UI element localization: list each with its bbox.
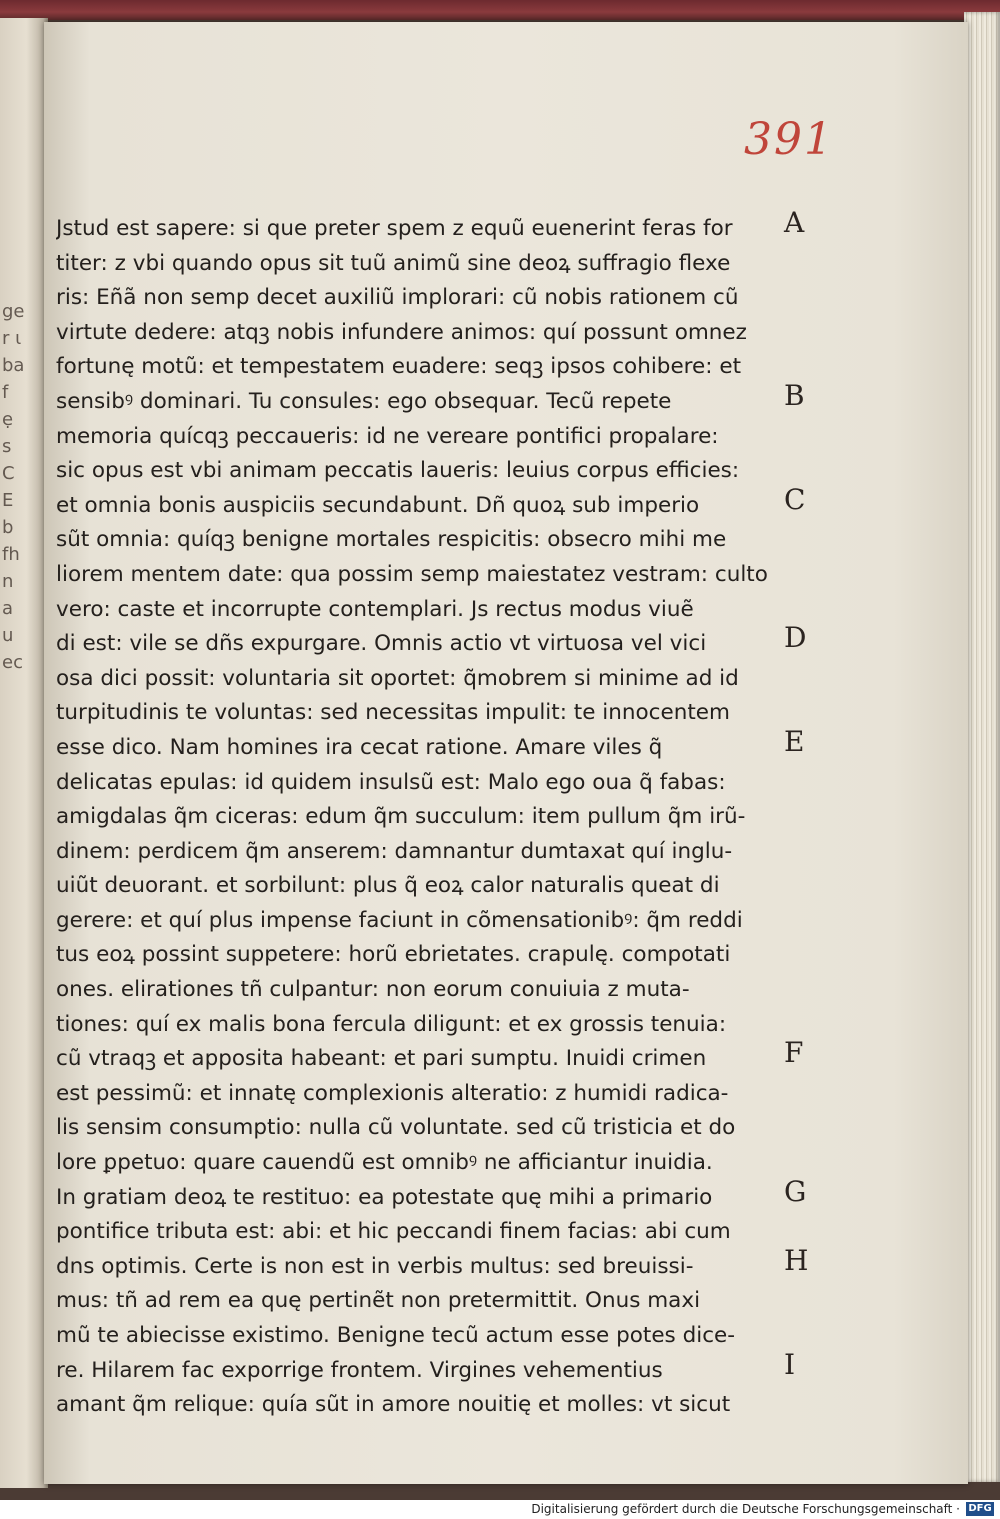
left-page-fragment: ge [2,301,25,322]
book-cover-edge [0,0,1000,20]
left-page-edge [0,18,48,1488]
text-line: tiones: quí ex malis bona fercula diligunt: et ex grossis tenuia: [56,1011,727,1037]
margin-letter: D [784,621,807,655]
left-page-fragment: fh [2,544,20,565]
text-line: ones. elirationes tñ culpantur: non eorum conuiuia z muta- [56,977,690,1003]
text-line: sũt omnia: quíqꝫ benigne mortales respicitis: obsecro mihi me [56,527,727,553]
margin-letter: F [784,1036,804,1070]
text-line: uiũt deuorant. et sorbilunt: plus q̃ eoꝝ calor naturalis queat di [56,873,720,899]
margin-letter: E [784,725,805,758]
page-stack-edges [964,12,1000,1482]
text-line: fortunę motũ: et tempestatem euadere: seqꝫ ipsos cohibere: et [56,354,742,380]
text-line: sensibꝰ dominari. Tu consules: ego obsequar. Tecũ repete [56,388,672,414]
text-line: dinem: perdicem q̃m anserem: damnantur dumtaxat quí inglu- [56,838,733,864]
text-line: osa dici possit: voluntaria sit oportet: q̃mobrem si minime ad id [56,665,739,691]
folio-number: 391 [744,114,834,165]
left-page-fragment: ẹ [2,409,14,430]
text-line: cũ vtraqꝫ et apposita habeant: et pari sumptu. Inuidi crimen [56,1046,707,1072]
text-line: lis sensim consumptio: nulla cũ voluntate. sed cũ tristicia et do [56,1115,736,1141]
margin-letter: B [784,379,805,412]
margin-letter: G [784,1174,807,1208]
text-line: turpitudinis te voluntas: sed necessitas impulit: te innocentem [56,700,730,726]
text-line: lore ꝑpetuo: quare cauendũ est omnibꝰ ne afficiantur inuidia. [56,1150,713,1176]
text-block [56,212,776,1423]
text-line: mus: tñ ad rem ea quę pertinẽt non pretermittit. Onus maxi [56,1288,701,1314]
left-page-text-fragments [2,298,42,676]
text-line: est pessimũ: et innatę complexionis alteratio: z humidi radica- [56,1080,729,1106]
margin-letter: C [784,482,806,516]
left-page-fragment: E [2,490,14,511]
text-line: et omnia bonis auspiciis secundabunt. Dñ quoꝝ sub imperio [56,492,700,518]
text-line: gerere: et quí plus impense faciunt in cõmensationibꝰ: q̃m reddi [56,907,743,933]
text-line: pontifice tributa est: abi: et hic peccandi finem facias: abi cum [56,1219,731,1245]
left-page-fragment: r ɩ [2,328,22,349]
left-page-fragment: b [2,517,14,538]
text-line: dns optimis. Certe is non est in verbis multus: sed breuissi- [56,1253,694,1279]
left-page-fragment: f [2,382,9,403]
text-line: sic opus est vbi animam peccatis laueris: leuius corpus efficies: [56,458,740,484]
book-page [44,22,968,1484]
text-line: Jstud est sapere: si que preter spem z equũ euenerint feras for [56,216,733,241]
left-page-fragment: s [2,436,12,457]
text-line: di est: vile se dñs expurgare. Omnis actio vt virtuosa vel vici [56,631,707,657]
left-page-fragment: C [2,463,15,484]
text-line: mũ te abiecisse existimo. Benigne tecũ actum esse potes dice- [56,1323,736,1348]
text-line: re. Hilarem fac exporrige frontem. Virgines vehementius [56,1357,663,1383]
text-line: ris: Eñã non semp decet auxiliũ implorari: cũ nobis rationem cũ [56,285,739,311]
text-line: liorem mentem date: qua possim semp maiestatez vestram: culto [56,561,768,587]
margin-letter: A [784,206,805,239]
text-line: virtute dedere: atqꝫ nobis infundere animos: quí possunt omnez [56,319,747,345]
text-line: vero: caste et incorrupte contemplari. Js rectus modus viuẽ [56,596,694,622]
left-page-fragment: u [2,625,14,646]
digitization-credit: Digitalisierung gefördert durch die Deutsche Forschungsgemeinschaft · [531,1502,960,1516]
text-line: titer: z vbi quando opus sit tuũ animũ sine deoꝝ suffragio flexe [56,250,731,276]
text-line: amigdalas q̃m ciceras: edum q̃m succulum: item pullum q̃m irũ- [56,804,746,830]
left-page-fragment: ec [2,652,23,673]
text-line: memoria quícqꝫ peccaueris: id ne vereare pontifici propalare: [56,423,719,449]
margin-letter: H [784,1244,809,1277]
text-line: delicatas epulas: id quidem insulsũ est: Malo ego oua q̃ fabas: [56,769,726,795]
text-line: In gratiam deoꝝ te restituo: ea potestate quę mihi a primario [56,1184,713,1210]
dfg-logo: DFG [966,1502,994,1516]
footer-bar [0,1500,1000,1519]
text-line: tus eoꝝ possint suppetere: horũ ebrietates. crapulę. compotati [56,942,731,968]
left-page-fragment: ba [2,355,25,376]
left-page-fragment: n [2,571,14,592]
text-line: esse dico. Nam homines ira cecat ratione. Amare viles q̃ [56,734,663,760]
margin-letter: I [784,1347,796,1381]
left-page-fragment: a [2,598,14,619]
text-line: amant q̃m relique: quía sũt in amore nouitię et molles: vt sicut [56,1392,731,1418]
